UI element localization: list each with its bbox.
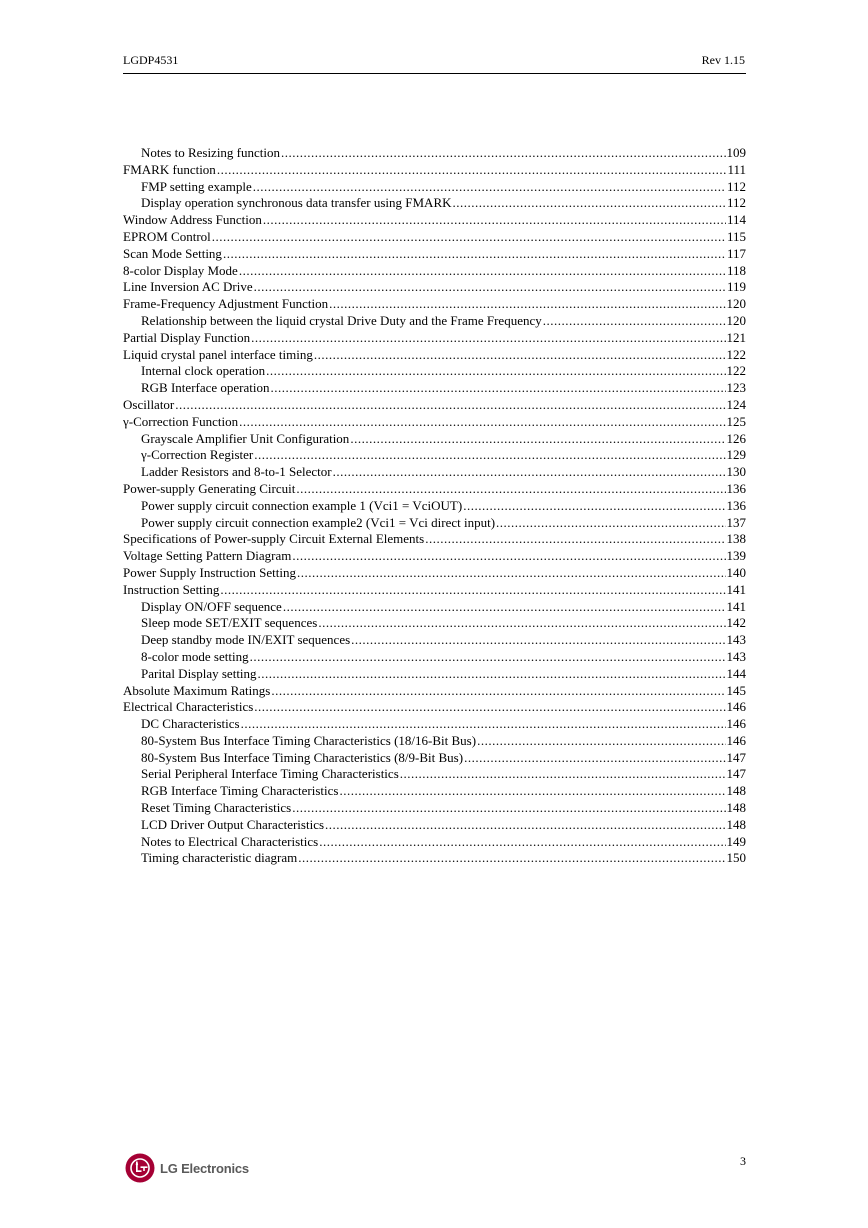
toc-entry-title: Relationship between the liquid crystal Drive Duty and the Frame Frequency xyxy=(141,312,542,328)
toc-dot-leader xyxy=(350,431,725,448)
toc-entry-page: 139 xyxy=(726,548,746,564)
toc-entry-page: 149 xyxy=(726,833,746,849)
toc-entry[interactable] xyxy=(123,347,746,364)
toc-dot-leader xyxy=(292,800,725,817)
footer-logo xyxy=(125,1152,249,1184)
toc-entry[interactable] xyxy=(123,179,746,196)
toc-entry-page: 118 xyxy=(726,262,746,278)
toc-entry-page: 146 xyxy=(726,716,746,732)
toc-entry-title: Grayscale Amplifier Unit Configuration xyxy=(141,430,350,446)
toc-entry[interactable] xyxy=(123,666,746,683)
toc-entry[interactable] xyxy=(123,599,746,616)
toc-entry-title: Notes to Resizing function xyxy=(141,145,281,160)
toc-entry-title: RGB Interface Timing Characteristics xyxy=(141,783,339,799)
toc-entry-page: 126 xyxy=(726,430,746,446)
toc-dot-leader xyxy=(263,212,726,229)
toc-entry[interactable] xyxy=(123,699,746,716)
toc-dot-leader xyxy=(266,363,725,380)
toc-entry[interactable] xyxy=(123,397,746,414)
toc-entry-title: Line Inversion AC Drive xyxy=(123,279,253,295)
toc-entry-title: 8-color mode setting xyxy=(141,648,249,664)
toc-entry-title: Electrical Characteristics xyxy=(123,699,254,715)
toc-entry-page: 136 xyxy=(726,497,746,513)
toc-entry[interactable] xyxy=(123,683,746,700)
toc-dot-leader xyxy=(258,666,726,683)
toc-entry-page: 144 xyxy=(726,665,746,681)
toc-entry[interactable] xyxy=(123,313,746,330)
toc-entry[interactable] xyxy=(123,464,746,481)
toc-entry[interactable] xyxy=(123,850,746,867)
toc-entry-title: Parital Display setting xyxy=(141,665,257,681)
toc-dot-leader xyxy=(325,817,725,834)
toc-dot-leader xyxy=(281,145,725,162)
toc-entry[interactable] xyxy=(123,766,746,783)
toc-entry-page: 123 xyxy=(726,380,746,396)
toc-entry-page: 120 xyxy=(726,312,746,328)
toc-entry-title: Instruction Setting xyxy=(123,581,220,597)
toc-entry[interactable] xyxy=(123,414,746,431)
toc-entry-title: Window Address Function xyxy=(123,212,262,228)
toc-entry-title: Absolute Maximum Ratings xyxy=(123,682,271,698)
toc-dot-leader xyxy=(296,481,725,498)
toc-entry-title: Power supply circuit connection example 1 (Vci1 = VciOUT) xyxy=(141,497,463,513)
toc-entry[interactable] xyxy=(123,447,746,464)
toc-entry-page: 109 xyxy=(726,145,746,160)
toc-entry[interactable] xyxy=(123,363,746,380)
toc-dot-leader xyxy=(271,380,726,397)
toc-entry-title: FMP setting example xyxy=(141,178,252,194)
toc-entry-title: Power-supply Generating Circuit xyxy=(123,480,296,496)
toc-dot-leader xyxy=(283,599,726,616)
toc-entry[interactable] xyxy=(123,800,746,817)
page-number: 3 xyxy=(740,1154,746,1168)
toc-dot-leader xyxy=(175,397,725,414)
toc-entry-title: Display ON/OFF sequence xyxy=(141,598,282,614)
toc-entry[interactable] xyxy=(123,750,746,767)
toc-entry-title: Power Supply Instruction Setting xyxy=(123,564,296,580)
toc-entry-page: 119 xyxy=(726,279,746,295)
toc-entry-page: 129 xyxy=(726,447,746,463)
toc-entry-page: 143 xyxy=(726,632,746,648)
toc-dot-leader xyxy=(298,850,725,867)
toc-entry[interactable] xyxy=(123,733,746,750)
toc-entry-page: 141 xyxy=(726,581,746,597)
toc-dot-leader xyxy=(271,683,725,700)
toc-dot-leader xyxy=(223,246,726,263)
toc-entry[interactable] xyxy=(123,229,746,246)
toc-entry[interactable] xyxy=(123,246,746,263)
toc-entry[interactable] xyxy=(123,531,746,548)
toc-entry-title: RGB Interface operation xyxy=(141,380,270,396)
toc-dot-leader xyxy=(251,330,725,347)
toc-entry-title: Specifications of Power-supply Circuit External Elements xyxy=(123,531,425,547)
toc-entry-page: 120 xyxy=(726,296,746,312)
toc-entry[interactable] xyxy=(123,834,746,851)
toc-entry-title: γ-Correction Register xyxy=(141,447,254,463)
toc-entry-title: Power supply circuit connection example2 (Vci1 = Vci direct input) xyxy=(141,514,496,530)
toc-entry-page: 148 xyxy=(726,816,746,832)
toc-entry-title: Partial Display Function xyxy=(123,329,251,345)
toc-entry-page: 115 xyxy=(726,228,746,244)
toc-entry-title: Voltage Setting Pattern Diagram xyxy=(123,548,292,564)
toc-entry-page: 146 xyxy=(726,732,746,748)
toc-entry[interactable] xyxy=(123,565,746,582)
toc-entry-page: 147 xyxy=(726,766,746,782)
toc-entry-title: Frame-Frequency Adjustment Function xyxy=(123,296,329,312)
toc-entry-page: 148 xyxy=(726,800,746,816)
toc-entry[interactable] xyxy=(123,162,746,179)
toc-entry-page: 138 xyxy=(726,531,746,547)
toc-dot-leader xyxy=(400,766,726,783)
toc-entry[interactable] xyxy=(123,716,746,733)
toc-dot-leader xyxy=(250,649,726,666)
toc-entry-title: EPROM Control xyxy=(123,228,211,244)
toc-dot-leader xyxy=(253,179,726,196)
toc-entry-page: 143 xyxy=(726,648,746,664)
toc-entry[interactable] xyxy=(123,481,746,498)
toc-entry-page: 147 xyxy=(726,749,746,765)
document-id: LGDP4531 xyxy=(123,53,179,67)
toc-entry[interactable] xyxy=(123,817,746,834)
toc-entry-page: 148 xyxy=(726,783,746,799)
page-header xyxy=(123,53,745,73)
toc-dot-leader xyxy=(292,548,725,565)
toc-entry-title: 8-color Display Mode xyxy=(123,262,238,278)
toc-dot-leader xyxy=(496,515,725,532)
toc-entry-page: 122 xyxy=(726,363,746,379)
toc-entry-title: LCD Driver Output Characteristics xyxy=(141,816,325,832)
toc-entry[interactable] xyxy=(123,649,746,666)
toc-entry-title: DC Characteristics xyxy=(141,716,240,732)
toc-dot-leader xyxy=(217,162,727,179)
toc-entry[interactable] xyxy=(123,212,746,229)
toc-dot-leader xyxy=(329,296,725,313)
header-divider xyxy=(123,73,746,74)
toc-entry-title: 80-System Bus Interface Timing Characteristics (8/9-Bit Bus) xyxy=(141,749,464,765)
toc-dot-leader xyxy=(239,263,726,280)
toc-dot-leader xyxy=(340,783,726,800)
toc-entry[interactable] xyxy=(123,380,746,397)
toc-dot-leader xyxy=(543,313,726,330)
toc-entry-title: Timing characteristic diagram xyxy=(141,850,298,866)
toc-dot-leader xyxy=(333,464,726,481)
toc-entry[interactable] xyxy=(123,783,746,800)
toc-dot-leader xyxy=(463,498,725,515)
revision-label: Rev 1.15 xyxy=(701,53,745,67)
toc-entry[interactable] xyxy=(123,515,746,532)
toc-dot-leader xyxy=(297,565,726,582)
toc-entry-page: 150 xyxy=(726,850,746,866)
toc-entry[interactable] xyxy=(123,582,746,599)
toc-entry[interactable] xyxy=(123,145,746,162)
toc-entry-page: 121 xyxy=(726,329,746,345)
toc-entry-title: Internal clock operation xyxy=(141,363,266,379)
toc-dot-leader xyxy=(212,229,726,246)
toc-entry-page: 112 xyxy=(726,195,746,211)
toc-entry-title: Notes to Electrical Characteristics xyxy=(141,833,319,849)
toc-entry-page: 142 xyxy=(726,615,746,631)
toc-entry-title: Oscillator xyxy=(123,396,175,412)
toc-dot-leader xyxy=(351,632,725,649)
toc-dot-leader xyxy=(425,531,725,548)
toc-entry-page: 114 xyxy=(726,212,746,228)
toc-dot-leader xyxy=(220,582,725,599)
toc-entry[interactable] xyxy=(123,263,746,280)
toc-dot-leader xyxy=(314,347,726,364)
toc-entry-page: 130 xyxy=(726,464,746,480)
lg-logo-icon xyxy=(125,1153,155,1183)
toc-entry-title: Sleep mode SET/EXIT sequences xyxy=(141,615,318,631)
toc-entry-page: 117 xyxy=(726,245,746,261)
toc-entry-title: Reset Timing Characteristics xyxy=(141,800,292,816)
toc-entry-title: γ-Correction Function xyxy=(123,413,239,429)
toc-entry-page: 145 xyxy=(726,682,746,698)
toc-dot-leader xyxy=(319,834,725,851)
toc-entry-page: 137 xyxy=(726,514,746,530)
toc-entry[interactable] xyxy=(123,548,746,565)
toc-entry-title: 80-System Bus Interface Timing Characteristics (18/16-Bit Bus) xyxy=(141,732,477,748)
toc-entry[interactable] xyxy=(123,195,746,212)
toc-entry[interactable] xyxy=(123,498,746,515)
logo-wordmark: LG Electronics xyxy=(160,1160,249,1176)
toc-entry-title: Serial Peripheral Interface Timing Characteristics xyxy=(141,766,399,782)
toc-entry-title: Display operation synchronous data transfer using FMARK xyxy=(141,195,452,211)
toc-entry-page: 125 xyxy=(726,413,746,429)
toc-entry-title: Liquid crystal panel interface timing xyxy=(123,346,313,362)
toc-dot-leader xyxy=(453,195,726,212)
toc-dot-leader xyxy=(254,699,725,716)
toc-entry-page: 136 xyxy=(726,480,746,496)
toc-entry[interactable] xyxy=(123,296,746,313)
toc-dot-leader xyxy=(241,716,726,733)
toc-entry-title: FMARK function xyxy=(123,161,216,177)
toc-dot-leader xyxy=(239,414,725,431)
toc-entry-page: 140 xyxy=(726,564,746,580)
toc-entry-title: Deep standby mode IN/EXIT sequences xyxy=(141,632,351,648)
toc-entry-page: 112 xyxy=(726,178,746,194)
toc-entry[interactable] xyxy=(123,279,746,296)
toc-dot-leader xyxy=(477,733,725,750)
toc-entry-title: Scan Mode Setting xyxy=(123,245,222,261)
table-of-contents xyxy=(123,145,746,867)
toc-entry-page: 146 xyxy=(726,699,746,715)
toc-entry-page: 111 xyxy=(727,161,746,177)
toc-entry[interactable] xyxy=(123,330,746,347)
toc-entry-page: 124 xyxy=(726,396,746,412)
toc-entry-title: Ladder Resistors and 8-to-1 Selector xyxy=(141,464,332,480)
toc-dot-leader xyxy=(254,447,725,464)
toc-dot-leader xyxy=(254,279,726,296)
toc-entry-page: 122 xyxy=(726,346,746,362)
toc-entry[interactable] xyxy=(123,615,746,632)
toc-dot-leader xyxy=(318,615,725,632)
toc-entry-page: 141 xyxy=(726,598,746,614)
toc-entry[interactable] xyxy=(123,632,746,649)
toc-dot-leader xyxy=(464,750,725,767)
toc-entry[interactable] xyxy=(123,431,746,448)
